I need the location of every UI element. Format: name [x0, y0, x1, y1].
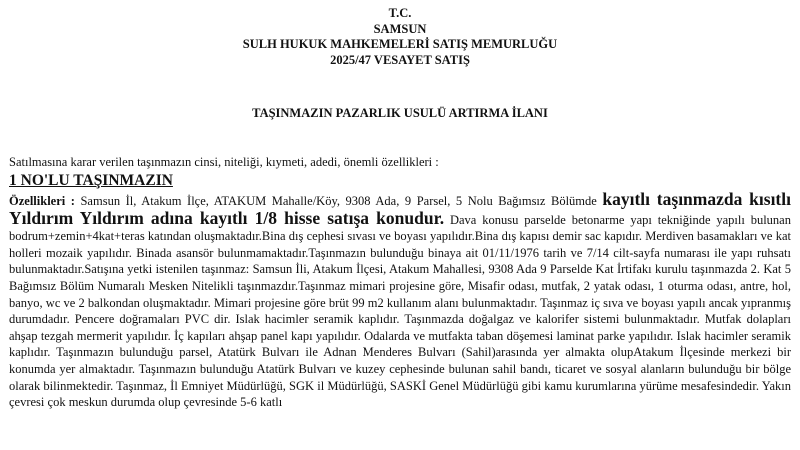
- header-line-city: SAMSUN: [373, 21, 427, 36]
- notice-title: TAŞINMAZIN PAZARLIK USULÜ ARTIRMA İLANI: [252, 106, 548, 120]
- header-line-case-number: 2025/47 VESAYET SATIŞ: [330, 52, 470, 67]
- property-description: [9, 191, 791, 411]
- section-title: 1 NO'LU TAŞINMAZIN: [9, 172, 173, 189]
- court-header: [9, 6, 791, 68]
- header-line-office: SULH HUKUK MAHKEMELERİ SATIŞ MEMURLUĞU: [242, 37, 558, 51]
- features-label: Özellikleri :: [9, 194, 75, 208]
- description-emphasis: kayıtlı taşınmazda kısıtlı Yıldırım Yıldırım adına kayıtlı 1/8 hisse satışa konudur.: [9, 189, 791, 228]
- intro-text: Satılmasına karar verilen taşınmazın cinsi, niteliği, kıymeti, adedi, önemli özellikleri :: [9, 155, 439, 169]
- header-line-tc: T.C.: [388, 6, 412, 20]
- description-part-a: Samsun İl, Atakum İlçe, ATAKUM Mahalle/Köy, 9308 Ada, 9 Parsel, 5 Nolu Bağımsız Bölümde: [74, 194, 603, 208]
- description-part-b: Dava konusu parselde betonarme yapı tekniğinde yapılı bulunan bodrum+zemin+4kat+teras katından oluşmaktadır.Bina dış cephesi sıvası ve boyası yapılıdır.Bina dış kapısı demir sac kapıdır. Merdiven basamakları ve kat holleri mozaik yapılıdır. Binada asansör bulunmamaktadır.Taşınmazın bulunduğu binaya ait 01/11/1976 tarih ve 7/14 cilt-sayfa numarası ile yapı ruhsatı bulunmaktadır.Satışına yetki istenilen taşınmaz: Samsun İli, Atakum İlçesi, Atakum Mahallesi, 9308 Ada 9 Parselde Kat İrtifakı kurulu taşınmazda 2. Kat 5 Bağımsız Bölüm Numaralı Mesken Nitelikli taşınmazdır.Taşınmaz mimari projesine göre, Misafir odası, mutfak, 2 yatak odası, 1 oturma odası, antre, hol, banyo, wc ve 2 balkondan oluşmaktadır. Mimari projesine göre brüt 99 m2 kullanım alanı bulunmaktadır. Taşınmaz iç sıva ve boyası yapılı ancak yıpranmış durumdadır. Pencere doğramaları PVC dir. Islak hacimler seramik kaplıdır. Taşınmazda doğalgaz ve kalorifer sistemi bulunmaktadır. Mutfak dolapları ahşap tezgah mermerit yapılıdır. İç kapıları ahşap panel kapı yapılıdır. Odalarda ve mutfakta taban döşemesi laminat parke yapılıdır. Islak hacimler seramik kaplıdır. Taşınmazın bulunduğu parsel, Atatürk Bulvarı ile Adnan Menderes Bulvarı (Sahil)arasında yer almakta olupAtakum İlçesinde merkezi bir konumda yer almaktadır. Taşınmazın bulunduğu Atatürk Bulvarı ve kuzey cephesinde bulunan sahil bandı, ticaret ve sosyal alanların bulunduğu bir bölge olarak bilinmektedir. Taşınmaz, İl Emniyet Müdürlüğü, SGK il Müdürlüğü, SASKİ Genel Müdürlüğü gibi kamu kurumlarına yürüme mesafesindedir. Yakın çevresi çok meskun durumda olup çevresinde 5-6 katlı: [9, 212, 791, 410]
